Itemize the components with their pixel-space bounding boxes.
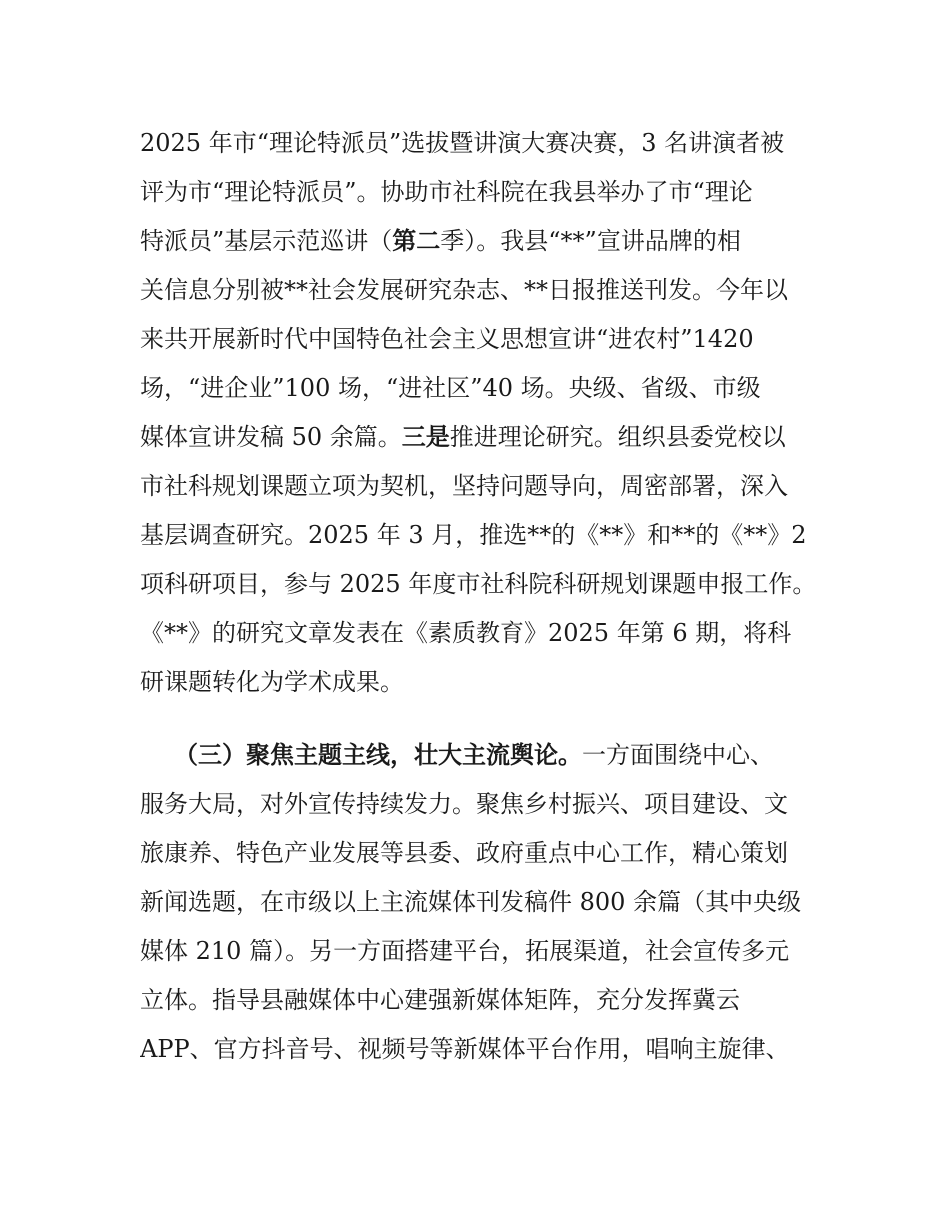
paragraph-2-line-6: 立体。指导县融媒体中心建强新媒体矩阵，充分发挥冀云	[140, 986, 740, 1014]
paragraph-2-line-5: 媒体 210 篇）。另一方面搭建平台，拓展渠道，社会宣传多元	[140, 937, 790, 965]
paragraph-1-line-11: 《**》的研究文章发表在《素质教育》2025 年第 6 期，将科	[140, 619, 792, 647]
paragraph-2-line-1: （三）聚焦主题主线，壮大主流舆论。一方面围绕中心、	[174, 741, 774, 769]
paragraph-1-line-12: 研课题转化为学术成果。	[140, 668, 404, 696]
paragraph-2-line-3: 旅康养、特色产业发展等县委、政府重点中心工作，精心策划	[140, 839, 788, 867]
bold-text-second: 第二	[392, 227, 441, 255]
paragraph-1-line-5: 来共开展新时代中国特色社会主义思想宣讲“进农村”1420	[140, 325, 754, 353]
paragraph-1-line-7: 媒体宣讲发稿 50 余篇。三是推进理论研究。组织县委党校以	[140, 423, 786, 451]
paragraph-1-line-1: 2025 年市“理论特派员”选拔暨讲演大赛决赛，3 名讲演者被	[140, 129, 785, 157]
bold-text-third-point: 三是	[401, 423, 450, 451]
paragraph-1-line-3: 特派员”基层示范巡讲（第二季）。我县“**”宣讲品牌的相	[140, 227, 741, 255]
section-heading: （三）聚焦主题主线，壮大主流舆论。	[174, 741, 582, 769]
paragraph-2-line-4: 新闻选题，在市级以上主流媒体刊发稿件 800 余篇（其中央级	[140, 888, 802, 916]
paragraph-1-line-9: 基层调查研究。2025 年 3 月，推选**的《**》和**的《**》2	[140, 521, 807, 549]
paragraph-2-line-2: 服务大局，对外宣传持续发力。聚焦乡村振兴、项目建设、文	[140, 790, 788, 818]
paragraph-1-line-4: 关信息分别被**社会发展研究杂志、**日报推送刊发。今年以	[140, 276, 788, 304]
paragraph-2-line-7: APP、官方抖音号、视频号等新媒体平台作用，唱响主旋律、	[140, 1035, 790, 1063]
paragraph-1-line-8: 市社科规划课题立项为契机，坚持问题导向，周密部署，深入	[140, 472, 788, 500]
paragraph-1-line-2: 评为市“理论特派员”。协助市社科院在我县举办了市“理论	[140, 178, 753, 206]
paragraph-1-line-10: 项科研项目，参与 2025 年度市社科院科研规划课题申报工作。	[140, 570, 817, 598]
paragraph-1-line-6: 场，“进企业”100 场，“进社区”40 场。央级、省级、市级	[140, 374, 761, 402]
